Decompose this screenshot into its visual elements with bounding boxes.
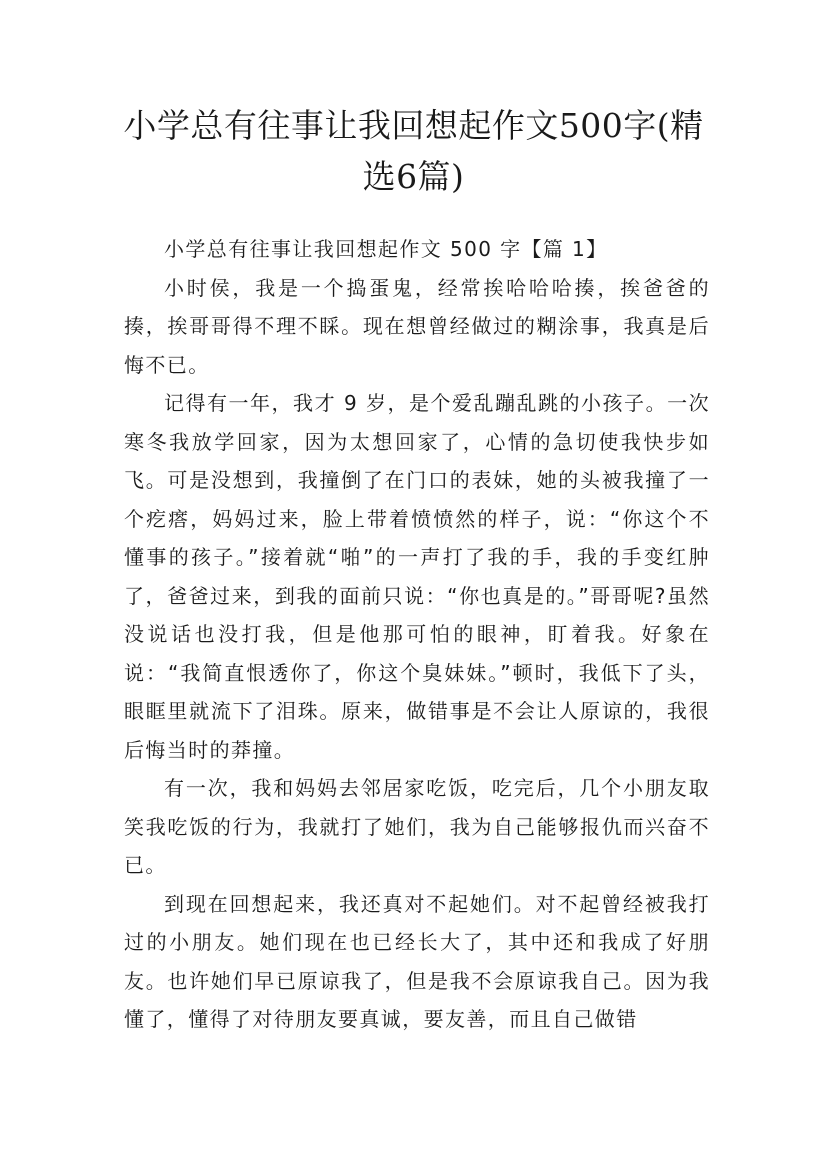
paragraph: 小时侯，我是一个捣蛋鬼，经常挨哈哈哈揍，挨爸爸的揍，挨哥哥得不理不睬。现在想曾经做过的糊涂事，我真是后悔不已。 bbox=[124, 275, 710, 377]
document-body bbox=[124, 230, 710, 1039]
document-title: 小学总有往事让我回想起作文500字(精选6篇) bbox=[123, 106, 704, 196]
section-heading: 小学总有往事让我回想起作文 500 字【篇 1】 bbox=[164, 237, 608, 261]
paragraph: 有一次，我和妈妈去邻居家吃饭，吃完后，几个小朋友取笑我吃饭的行为，我就打了她们，我为自己能够报仇而兴奋不已。 bbox=[124, 776, 710, 877]
paragraph: 到现在回想起来，我还真对不起她们。对不起曾经被我打过的小朋友。她们现在也已经长大了，其中还和我成了好朋友。也许她们早已原谅我了，但是我不会原谅我自己。因为我懂了，懂得了对待朋友要真诚，要友善，而且自己做错 bbox=[124, 891, 710, 1031]
paragraph: 记得有一年，我才 9 岁，是个爱乱蹦乱跳的小孩子。一次寒冬我放学回家，因为太想回家了，心情的急切使我快步如飞。可是没想到，我撞倒了在门口的表妹，她的头被我撞了一个疙瘩，妈妈过来，脸上带着愤愤然的样子，说：“你这个不懂事的孩子。”接着就“啪”的一声打了我的手，我的手变红肿了，爸爸过来，到我的面前只说：“你也真是的。”哥哥呢?虽然没说话也没打我，但是他那可怕的眼神，盯着我。好象在说：“我简直恨透你了，你这个臭妹妹。”顿时，我低下了头，眼眶里就流下了泪珠。原来，做错事是不会让人原谅的，我很后悔当时的莽撞。 bbox=[124, 391, 710, 762]
